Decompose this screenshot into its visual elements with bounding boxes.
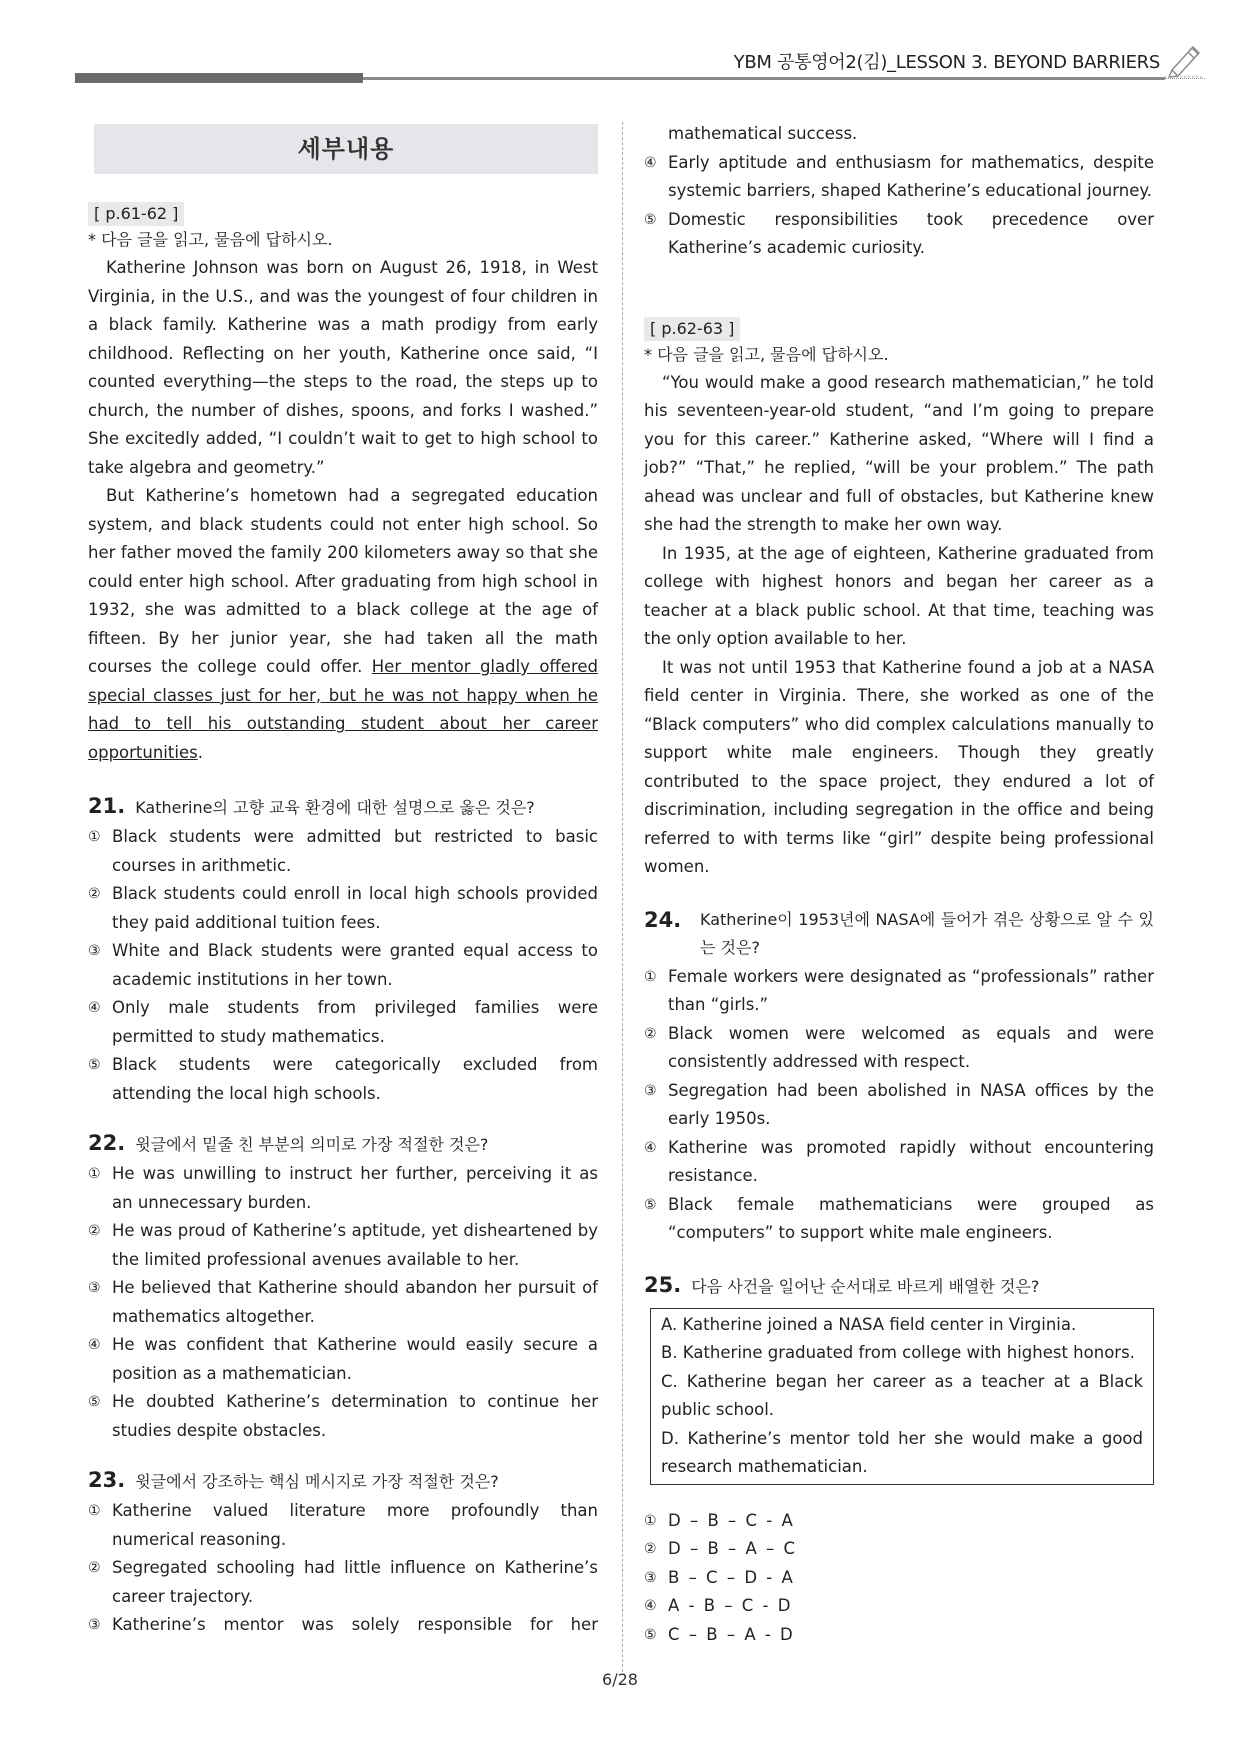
answer-option-continued: mathematical success. bbox=[668, 124, 858, 143]
page-number: 6/28 bbox=[602, 1670, 638, 1689]
question-number: 22. bbox=[88, 1131, 126, 1155]
answer-option[interactable]: ⑤ He doubted Katherine’s determination to continue her studies despite obstacles. bbox=[88, 1392, 598, 1440]
left-column bbox=[88, 120, 598, 1640]
question-stem: 윗글에서 밑줄 친 부분의 의미로 가장 적절한 것은? bbox=[135, 1135, 489, 1154]
answer-option[interactable]: ③ He believed that Katherine should abandon her pursuit of mathematics altogether. bbox=[88, 1278, 598, 1326]
answer-option[interactable]: ④ Early aptitude and enthusiasm for mathematics, despite systemic barriers, shaped Katherine’s educational journey. bbox=[644, 152, 1154, 200]
question-21 bbox=[88, 791, 598, 1108]
header-rule bbox=[363, 77, 1165, 80]
answer-option[interactable]: ① Katherine valued literature more profoundly than numerical reasoning. bbox=[88, 1501, 598, 1549]
answer-option[interactable]: ① Black students were admitted but restricted to basic courses in arithmetic. bbox=[88, 827, 598, 875]
instruction: * 다음 글을 읽고, 물음에 답하시오. bbox=[644, 344, 889, 364]
question-stem: 다음 사건을 일어난 순서대로 바르게 배열한 것은? bbox=[691, 1276, 1040, 1296]
event-box bbox=[650, 1308, 1154, 1485]
right-column bbox=[644, 120, 1154, 1649]
page-reference: [ p.62-63 ] bbox=[644, 317, 740, 341]
answer-option[interactable]: ② D – B – A – C bbox=[644, 1539, 798, 1558]
header-bar bbox=[75, 73, 363, 83]
event-item: C. Katherine began her career as a teacher at a Black public school. bbox=[661, 1371, 1143, 1419]
question-23 bbox=[88, 1465, 598, 1640]
event-item: A. Katherine joined a NASA field center in Virginia. bbox=[661, 1314, 1077, 1334]
question-number: 21. bbox=[88, 794, 126, 818]
answer-option[interactable]: ① Female workers were designated as “professionals” rather than “girls.” bbox=[644, 966, 1154, 1014]
passage-paragraph: “You would make a good research mathematician,” he told his seventeen-year-old student, “and I’m going to prepare you for this career.” Katherine asked, “Where will I find a job?” “That,” he replied, “will be your problem.” The path ahead was unclear and full of obstacles, but Katherine knew she had the strength to make her own way. bbox=[644, 372, 1154, 534]
section-title: 세부내용 bbox=[94, 124, 598, 174]
passage-paragraph: Katherine Johnson was born on August 26, 1918, in West Virginia, in the U.S., and was the youngest of four children in a black family. Katherine was a math prodigy from early childhood. Reflecting on her youth, Katherine once said, “I counted everything—the steps to the road, the steps up to church, the number of dishes, spoons, and forks I washed.” She excitedly added, “I couldn’t wait to get to high school to take algebra and geometry.” bbox=[88, 258, 598, 477]
passage-paragraph: It was not until 1953 that Katherine found a job at a NASA field center in Virginia. There, she worked as one of the “Black computers” who did complex calculations manually to support white male engineers. Though they greatly contributed to the space project, they endured a lot of discrimination, including segregation in the office and being referred to with terms like “girl” despite being professional women. bbox=[644, 657, 1154, 876]
question-stem: 윗글에서 강조하는 핵심 메시지로 가장 적절한 것은? bbox=[135, 1472, 499, 1491]
answer-option[interactable]: ② He was proud of Katherine’s aptitude, yet disheartened by the limited professional avenues available to her. bbox=[88, 1221, 598, 1269]
answer-option[interactable]: ④ He was confident that Katherine would easily secure a position as a mathematician. bbox=[88, 1335, 598, 1383]
question-24 bbox=[644, 906, 1154, 1248]
answer-option[interactable]: ② Black women were welcomed as equals and were consistently addressed with respect. bbox=[644, 1023, 1154, 1071]
passage-paragraph: In 1935, at the age of eighteen, Katherine graduated from college with highest honors and began her career as a teacher at a black public school. At that time, teaching was the only option available to her. bbox=[644, 543, 1154, 648]
header-dotted-rule bbox=[1165, 78, 1205, 79]
page-reference: [ p.61-62 ] bbox=[88, 202, 184, 226]
question-25 bbox=[644, 1270, 1154, 1650]
question-22 bbox=[88, 1128, 598, 1445]
header-title: YBM 공통영어2(김)_LESSON 3. BEYOND BARRIERS bbox=[733, 52, 1160, 73]
answer-option[interactable]: ② Black students could enroll in local high schools provided they paid additional tuition fees. bbox=[88, 884, 598, 932]
answer-option[interactable]: ④ A - B – C - D bbox=[644, 1596, 793, 1615]
event-item: D. Katherine’s mentor told her she would make a good research mathematician. bbox=[661, 1428, 1143, 1476]
answer-option[interactable]: ⑤ Black female mathematicians were grouped as “computers” to support white male engineers. bbox=[644, 1194, 1154, 1242]
event-item: B. Katherine graduated from college with highest honors. bbox=[661, 1343, 1135, 1362]
question-number: 24. bbox=[644, 907, 682, 932]
answer-option[interactable]: ⑤ C – B – A - D bbox=[644, 1624, 795, 1644]
answer-option[interactable]: ① D – B – C - A bbox=[644, 1510, 795, 1530]
underlined-sentence: Her mentor gladly offered special classes just for her, but he was not happy when he had to tell his outstanding student about her career opportunities bbox=[88, 657, 598, 762]
answer-option[interactable]: ① He was unwilling to instruct her further, perceiving it as an unnecessary burden. bbox=[88, 1164, 598, 1212]
question-number: 23. bbox=[88, 1468, 126, 1492]
pencil-icon bbox=[1164, 40, 1204, 78]
answer-option[interactable]: ③ B – C – D - A bbox=[644, 1567, 795, 1587]
answer-option[interactable]: ② Segregated schooling had little influence on Katherine’s career trajectory. bbox=[88, 1558, 598, 1606]
answer-option[interactable]: ③ White and Black students were granted equal access to academic institutions in her town. bbox=[88, 941, 598, 989]
question-number: 25. bbox=[644, 1272, 682, 1297]
answer-option[interactable]: ③ Segregation had been abolished in NASA offices by the early 1950s. bbox=[644, 1080, 1154, 1128]
answer-option[interactable]: ⑤ Black students were categorically excluded from attending the local high schools. bbox=[88, 1055, 598, 1103]
instruction: * 다음 글을 읽고, 물음에 답하시오. bbox=[88, 230, 333, 249]
column-divider bbox=[622, 122, 623, 1672]
question-stem: Katherine의 고향 교육 환경에 대한 설명으로 옳은 것은? bbox=[135, 798, 535, 817]
answer-option[interactable]: ③ Katherine’s mentor was solely responsible for her bbox=[88, 1615, 598, 1634]
answer-option[interactable]: ④ Only male students from privileged families were permitted to study mathematics. bbox=[88, 998, 598, 1046]
answer-option[interactable]: ⑤ Domestic responsibilities took precedence over Katherine’s academic curiosity. bbox=[644, 209, 1154, 257]
answer-option[interactable]: ④ Katherine was promoted rapidly without encountering resistance. bbox=[644, 1137, 1154, 1185]
question-stem: Katherine이 1953년에 NASA에 들어가 겪은 상황으로 알 수 있는 것은? bbox=[700, 909, 1154, 957]
passage-paragraph: But Katherine’s hometown had a segregated education system, and black students could not enter high school. So her father moved the family 200 kilometers away so that she could enter high school. After graduating from high school in 1932, she was admitted to a black college at the age of fifteen. By her junior year, she had taken all the math courses the college could offer. Her mentor gladly offered special classes just for her, but he was not happy when he had to tell his outstanding student about her career opportunities. bbox=[88, 486, 598, 762]
